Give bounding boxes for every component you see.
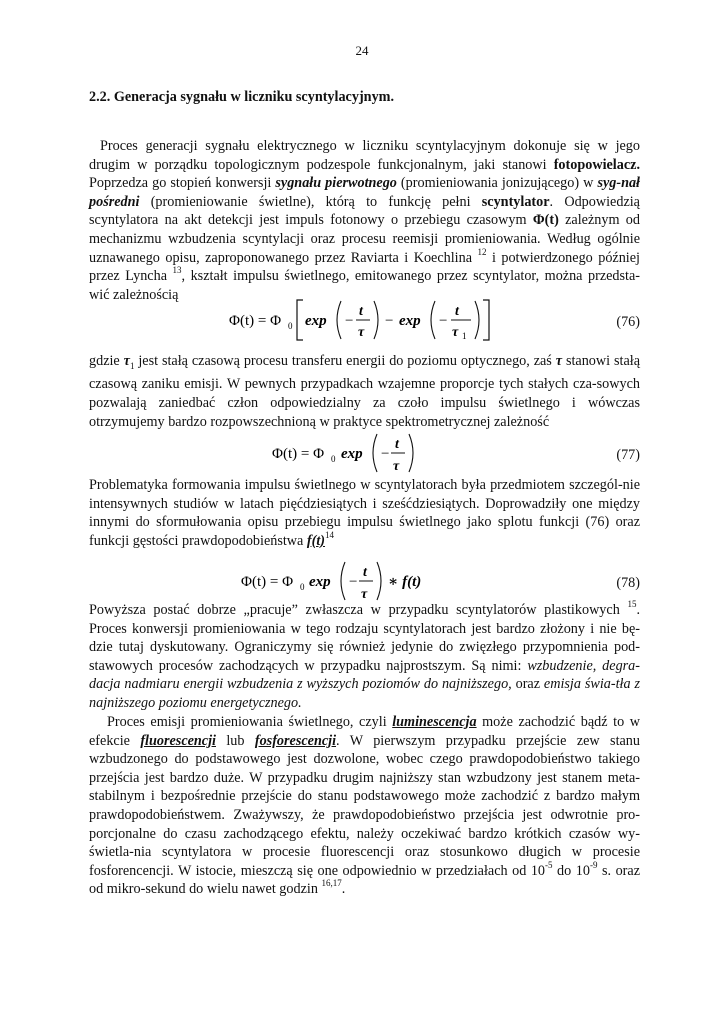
paragraph-processes: Powyższa postać dobrze „pracuje” zwłaszcza w przypadku scyntylatorów plastikowych $^{15}$. Proces konwersji promieniowania w tego rodzaju scyntylatorach jest bardzo złożony i nie bę-dzie tutaj dyskutowany. Ograniczymy się również jedynie do zwięzłego przypomnienia pod-stawowych procesów zachodzących w przypadku najprostszym. Są nimi: wzbudzenie, degra-dacja nadmiaru energii wzbudzenia z wyższych poziomów do najniższego, oraz emisja świa-tła z najniższego poziomu energetycznego. <box>89 599 641 711</box>
page-number: 24 <box>355 43 369 58</box>
paragraph-time-constants: gdzie $\tau_1$ jest stałą czasową procesu transferu energii do poziomu optycznego, zaś τ stanowi stałą czasową zaniku emisji. W pewnych przypadkach wzajemne proporcje tych stałych cza-sowych pozwalają zaniedbać człon odpowiedzialny za czoło impulsu świetlnego i wówczas otrzymujemy bardzo rozpowszechnioną w praktyce spektrometrycznej zależność <box>89 353 640 430</box>
svg-text:exp: exp <box>341 446 363 462</box>
section-heading: 2.2. Generacja sygnału w liczniku scyntylacyjnym. <box>89 89 395 105</box>
svg-text:t: t <box>359 304 363 319</box>
svg-text:−: − <box>439 313 448 329</box>
svg-text:t: t <box>455 304 459 319</box>
svg-text:τ: τ <box>393 459 400 474</box>
equation-77 <box>89 430 640 482</box>
svg-text:1: 1 <box>462 331 467 341</box>
svg-text:∗ f(t): ∗ f(t) <box>388 574 422 590</box>
svg-text:τ: τ <box>358 325 365 340</box>
svg-text:−: − <box>385 313 394 329</box>
svg-text:−: − <box>349 574 358 590</box>
svg-text:−: − <box>345 313 354 329</box>
svg-text:Φ(t) = Φ: Φ(t) = Φ <box>229 313 282 329</box>
svg-text:t: t <box>363 565 367 580</box>
svg-text:τ: τ <box>452 325 459 340</box>
svg-text:0: 0 <box>288 321 293 331</box>
svg-text:exp: exp <box>305 313 327 329</box>
equation-77-formula <box>89 430 640 482</box>
svg-text:exp: exp <box>399 313 421 329</box>
paragraph-convolution: Problematyka formowania impulsu świetlnego w scyntylatorach była przedmiotem szczegól-nie intensywnych studiów w latach pięćdziesiątych i sześćdziesiątych. Doprowadziły one między innymi do sformułowania opisu przebiegu impulsu świetlnego jako splotu funkcji (76) oraz funkcji gęstości prawdopodobieństwa $f(t)^{14}$ <box>89 477 640 549</box>
svg-text:Φ(t) = Φ: Φ(t) = Φ <box>241 574 294 590</box>
svg-text:t: t <box>395 437 399 452</box>
citation-ref: 12 <box>477 246 487 257</box>
equation-76-formula <box>89 296 640 348</box>
svg-text:−: − <box>381 446 390 462</box>
svg-text:Φ(t) = Φ: Φ(t) = Φ <box>272 446 325 462</box>
svg-text:0: 0 <box>331 454 336 464</box>
citation-ref: 13 <box>172 265 182 276</box>
equation-number: (76) <box>616 314 640 330</box>
equation-number: (78) <box>616 575 640 591</box>
svg-text:exp: exp <box>309 574 331 590</box>
citation-ref: 14 <box>325 529 335 540</box>
svg-text:τ: τ <box>361 587 368 602</box>
paragraph-luminescence: Proces emisji promieniowania świetlnego, czyli luminescencja może zachodzić bądź to w efekcie fluorescencji lub fosforescencji. W pierwszym przypadku przejście zew stanu wzbudzonego do podstawowego jest dozwolone, wobec czego prawdopodobieństwo takiego przejścia jest bardzo duże. W przypadku drugim najniższy stan wzbudzony jest stanem meta-stabilnym i bezpośrednie przejście do stanu podstawowego może zachodzić z bardzo małym prawdopodobieństwem. Zważywszy, że prawdopodobieństwo przejścia jest odwrotnie pro-porcjonalne do czasu zachodzącego efektu, należy oczekiwać bardzo krótkich czasów wy-świetla-nia scyntylatora w procesie fluorescencji oraz stosunkowo długich w procesie fosforencencji. W istocie, mieszczą się one odpowiednio w przedziałach od $10^{-5}$ do $10^{-9}$ s. oraz od mikro-sekund do wielu nawet godzin $^{16,17}$. <box>89 714 641 898</box>
equation-76 <box>89 296 640 348</box>
paragraph-intro: Proces generacji sygnału elektrycznego w liczniku scyntylacyjnym dokonuje się w jego drugim w porządku topologicznym podzespole funkcjonalnym, jaki stanowi fotopowielacz. Poprzedza go stopień konwersji sygnału pierwotnego (promieniowania jonizującego) w syg-nał pośredni (promieniowanie świetlne), którą to funkcję pełni scyntylator. Odpowiedzią scyntylatora na akt detekcji jest impuls fotonowy o przebiegu czasowym Φ(t) zależnym od mechanizmu wzbudzenia scyntylacji oraz procesu reemisji promieniowania. Według ogólnie uznawanego opisu, zaproponowanego przez Raviarta i Koechlina $^{12}$ i potwierdzonego później przez Lyncha $^{13}$, kształt impulsu świetlnego, emitowanego przez scyntylator, można przedsta-wić zależnością <box>89 138 640 303</box>
citation-ref: 15 <box>627 599 637 609</box>
svg-text:0: 0 <box>300 582 305 592</box>
equation-number: (77) <box>616 447 640 463</box>
citation-ref: 16,17 <box>321 878 342 889</box>
